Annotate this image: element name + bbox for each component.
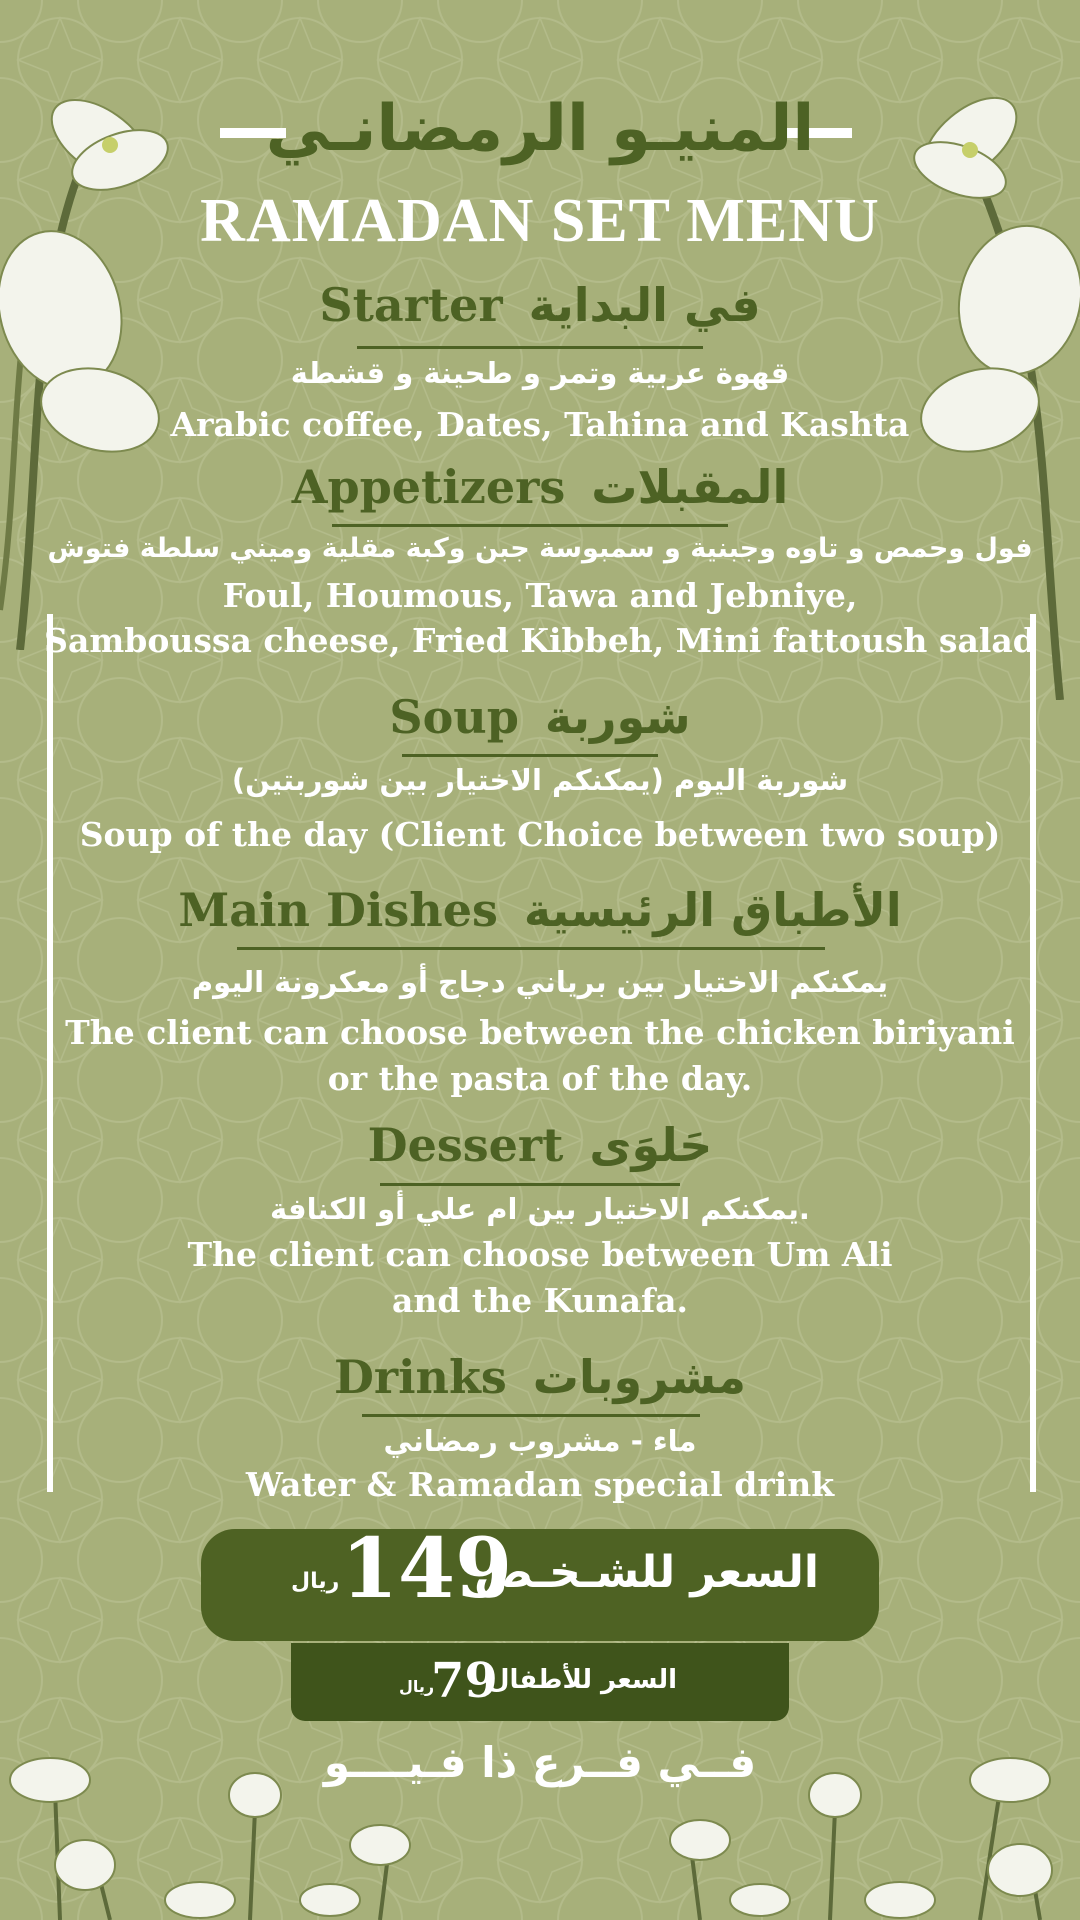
heading-arabic: مشروبات xyxy=(532,1350,747,1404)
heading-arabic: في البداية xyxy=(528,278,761,332)
heading-underline xyxy=(357,346,703,349)
soup-arabic-desc: شوربة اليوم (يمكنكم الاختيار بين شوربتين) xyxy=(231,763,849,797)
section-heading-dessert xyxy=(0,1118,1080,1172)
kids-price-box xyxy=(291,1643,789,1721)
heading-english: Soup xyxy=(389,690,519,744)
heading-english: Dessert xyxy=(367,1118,564,1172)
dessert-english-desc-line1: The client can choose between Um Ali xyxy=(187,1235,893,1274)
heading-underline xyxy=(380,1183,680,1186)
soup-english-desc: Soup of the day (Client Choice between two soup) xyxy=(79,815,1001,854)
appetizers-arabic-desc: فول وحمص و تاوه وجبنية و سمبوسة جبن وكبة مقلية وميني سلطة فتوش xyxy=(47,533,1033,564)
kids-price-value: 79 xyxy=(431,1653,498,1709)
adult-price-label: السعر للشـخـص xyxy=(474,1547,819,1598)
heading-underline xyxy=(332,524,728,527)
section-heading-main-dishes xyxy=(0,883,1080,937)
drinks-arabic-desc: ماء - مشروب رمضاني xyxy=(383,1424,697,1458)
heading-english: Main Dishes xyxy=(178,883,498,937)
section-heading-appetizers xyxy=(0,460,1080,514)
heading-arabic: الأطباق الرئيسية xyxy=(523,883,902,937)
appetizers-english-desc-line1: Foul, Houmous, Tawa and Jebniye, xyxy=(222,576,858,615)
heading-arabic: حَلوَى xyxy=(589,1118,713,1172)
dessert-english-desc-line2: and the Kunafa. xyxy=(391,1281,689,1320)
section-heading-starter xyxy=(0,278,1080,332)
arabic-title: المنيـو الرمضانـي xyxy=(265,92,815,166)
heading-arabic: المقبلات xyxy=(591,460,789,514)
starter-arabic-desc: قهوة عربية وتمر و طحينة و قشطة xyxy=(290,356,790,390)
heading-english: Appetizers xyxy=(291,460,566,514)
heading-underline xyxy=(237,947,825,950)
heading-underline xyxy=(402,754,658,757)
drinks-english-desc: Water & Ramadan special drink xyxy=(245,1465,835,1504)
section-heading-soup xyxy=(0,690,1080,744)
main-dishes-arabic-desc: يمكنكم الاختيار بين برياني دجاج أو معكرونة اليوم xyxy=(191,965,889,999)
main-dishes-english-desc-line2: or the pasta of the day. xyxy=(327,1059,753,1098)
dessert-arabic-desc: يمكنكم الاختيار بين ام علي أو الكنافة. xyxy=(270,1192,810,1226)
starter-english-desc: Arabic coffee, Dates, Tahina and Kashta xyxy=(170,405,910,444)
heading-english: Drinks xyxy=(333,1350,507,1404)
section-heading-drinks xyxy=(0,1350,1080,1404)
kids-price-currency: ريال xyxy=(399,1677,435,1696)
kids-price-label: السعر للأطفال xyxy=(486,1665,677,1695)
adult-price-value: 149 xyxy=(341,1521,513,1617)
adult-price-box xyxy=(201,1521,879,1641)
english-title: RAMADAN SET MENU xyxy=(200,187,880,255)
appetizers-english-desc-line2: Samboussa cheese, Fried Kibbeh, Mini fattoush salad xyxy=(44,621,1036,660)
heading-english: Starter xyxy=(319,278,503,332)
branch-name: فــي فــرع ذا فـيــــو xyxy=(323,1738,757,1787)
main-dishes-english-desc-line1: The client can choose between the chicken biriyani xyxy=(65,1013,1015,1052)
heading-underline xyxy=(362,1414,700,1417)
heading-arabic: شوربة xyxy=(544,690,691,744)
adult-price-currency: ريال xyxy=(291,1569,340,1594)
